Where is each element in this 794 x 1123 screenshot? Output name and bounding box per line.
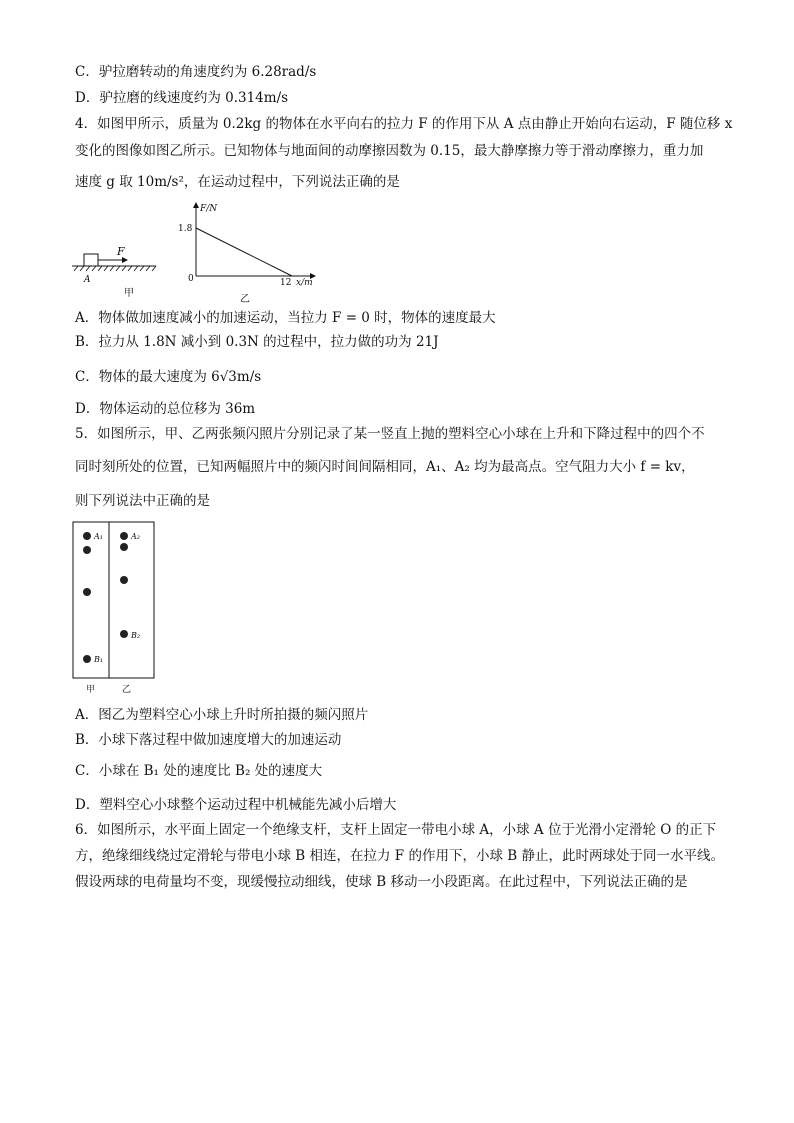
q4-option-b: B．拉力从 1.8N 减小到 0.3N 的过程中，拉力做的功为 21J	[75, 334, 439, 350]
photo-frame	[73, 522, 154, 678]
figure-jia-caption: 甲	[124, 288, 134, 299]
x-tick-label: 12	[280, 278, 292, 288]
ball-jia-3	[83, 588, 91, 596]
q5-option-c: C．小球在 B₁ 处的速度比 B₂ 处的速度大	[75, 763, 323, 779]
question-6-line-1: 6．如图所示，水平面上固定一个绝缘支杆，支杆上固定一带电小球 A，小球 A 位于光滑小定滑轮 O 的正下	[75, 822, 717, 838]
figure-yi-graph	[176, 198, 326, 308]
ball-yi-3	[120, 576, 128, 584]
ball-yi-a2	[120, 532, 128, 540]
ball-jia-a1	[83, 532, 91, 540]
strobe-caption-jia: 甲	[86, 685, 96, 695]
option-c-q3: C．驴拉磨转动的角速度约为 6.28rad/s	[75, 64, 317, 80]
question-5-line-2: 同时刻所处的位置，已知两幅照片中的频闪时间间隔相同，A₁、A₂ 均为最高点。空气阻力大小 f = kv，	[75, 459, 695, 475]
question-6-line-2: 方，绝缘细线绕过定滑轮与带电小球 B 相连，在拉力 F 的作用下，小球 B 静止，此时两球处于同一水平线。	[75, 848, 724, 864]
figure-strobe-photos	[72, 520, 162, 698]
q5-option-a: A．图乙为塑料空心小球上升时所拍摄的频闪照片	[75, 707, 369, 723]
strobe-caption-yi: 乙	[122, 685, 132, 695]
force-label: F	[117, 245, 125, 258]
point-a-label: A	[84, 275, 91, 285]
question-4-line-1: 4．如图甲所示，质量为 0.2kg 的物体在水平向右的拉力 F 的作用下从 A 点由静止开始向右运动，F 随位移 x	[75, 116, 733, 132]
label-b1: B₁	[94, 655, 104, 664]
label-b2: B₂	[131, 631, 141, 640]
label-a1: A₁	[94, 532, 103, 541]
y-axis-label: F/N	[200, 204, 218, 214]
ball-yi-b2	[120, 630, 128, 638]
question-5-line-3: 则下列说法中正确的是	[75, 493, 210, 509]
q4-option-a: A．物体做加速度减小的加速运动，当拉力 F = 0 时，物体的速度最大	[75, 310, 496, 326]
question-4-line-2: 变化的图像如图乙所示。已知物体与地面间的动摩擦因数为 0.15，最大静摩擦力等于滑动摩擦力，重力加	[75, 143, 704, 159]
ball-jia-2	[83, 546, 91, 554]
question-4-line-3: 速度 g 取 10m/s²，在运动过程中，下列说法正确的是	[75, 174, 400, 190]
question-6-line-3: 假设两球的电荷量均不变，现缓慢拉动细线，使球 B 移动一小段距离。在此过程中，下列说法正确的是	[75, 874, 688, 890]
x-axis-label: x/m	[296, 278, 313, 288]
q5-option-d: D．塑料空心小球整个运动过程中机械能先减小后增大	[75, 797, 397, 813]
q5-option-b: B．小球下落过程中做加速度增大的加速运动	[75, 732, 342, 748]
origin-label: 0	[188, 274, 194, 284]
force-line	[196, 228, 292, 276]
block	[84, 254, 98, 266]
ball-yi-2	[120, 543, 128, 551]
ball-jia-b1	[83, 655, 91, 663]
q4-option-d: D．物体运动的总位移为 36m	[75, 401, 256, 417]
label-a2: A₂	[131, 532, 140, 541]
figure-jia-block	[68, 238, 160, 300]
y-axis-arrow	[193, 202, 199, 208]
figure-yi-caption: 乙	[240, 294, 250, 305]
ground-hatch	[74, 266, 156, 271]
question-5-line-1: 5．如图所示，甲、乙两张频闪照片分别记录了某一竖直上抛的塑料空心小球在上升和下降过程中的四个不	[75, 426, 705, 442]
y-tick-label: 1.8	[178, 224, 193, 234]
option-d-q3: D．驴拉磨的线速度约为 0.314m/s	[75, 90, 289, 106]
q4-option-c: C．物体的最大速度为 6√3m/s	[75, 369, 262, 385]
